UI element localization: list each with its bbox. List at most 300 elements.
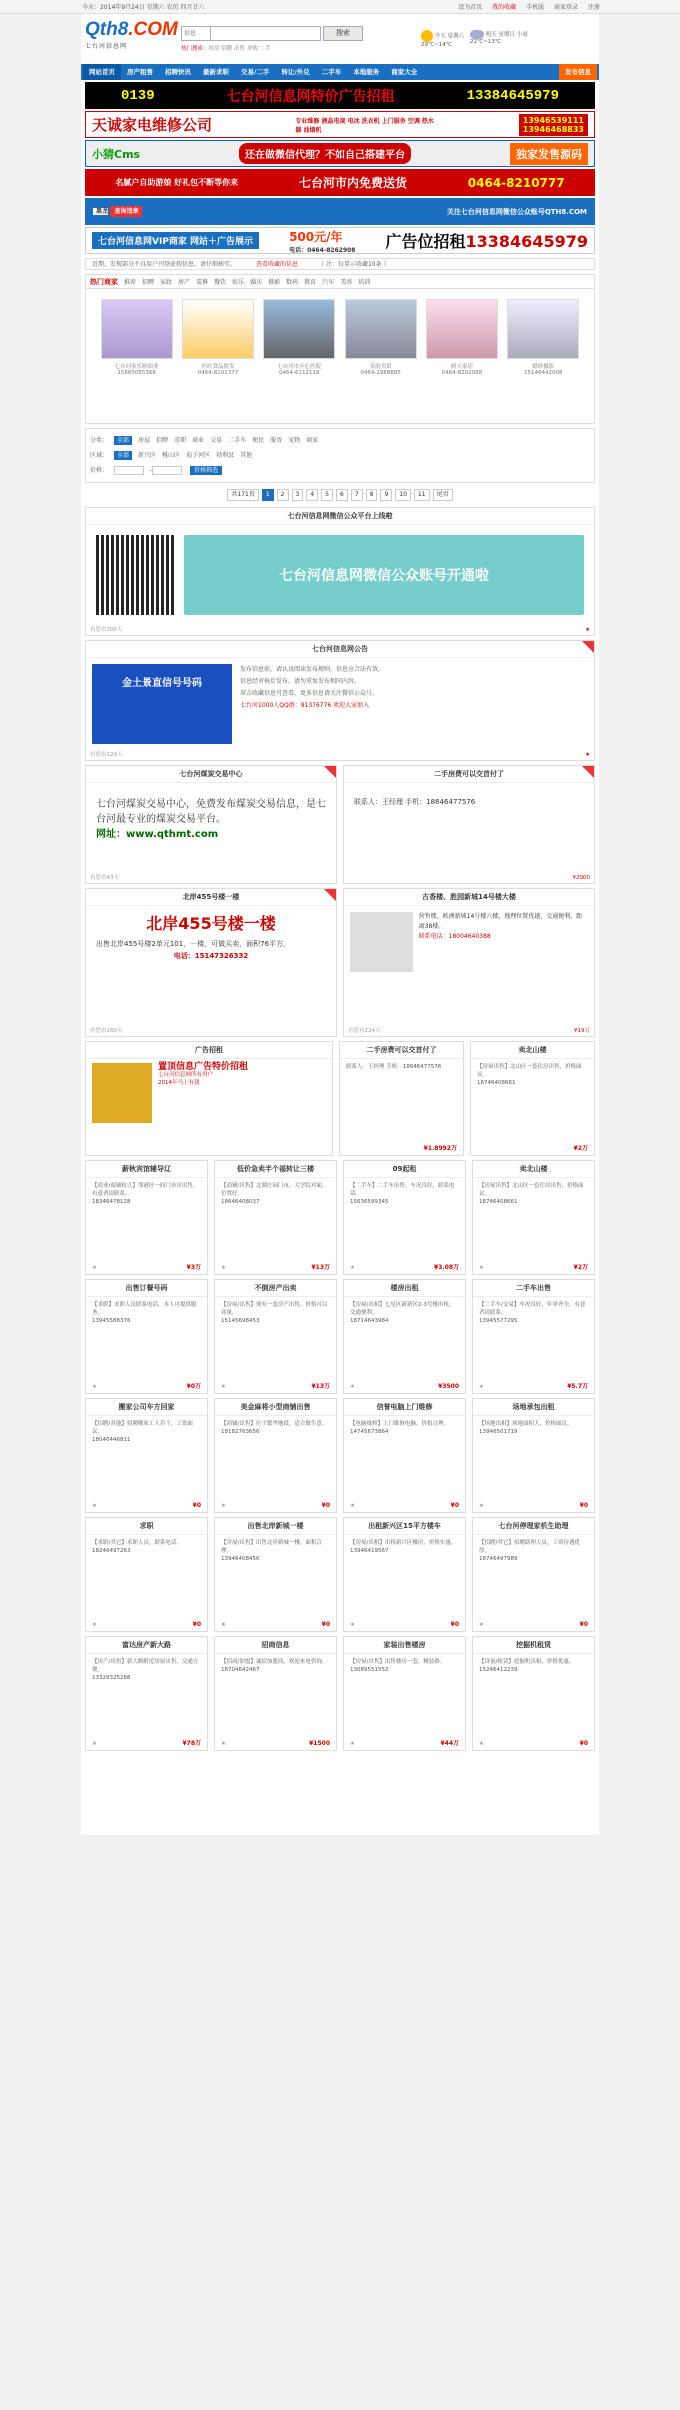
ad3-mid: 还在做微信代理？不如自己搭建平台 — [239, 143, 411, 164]
north-section[interactable] — [85, 888, 337, 1037]
star-icon[interactable]: ★ — [350, 1384, 355, 1390]
card-title: 出租新兴区15平方楼车 — [344, 1518, 465, 1535]
lunar-date: 农历 四月廿六 — [166, 4, 205, 11]
hot-search-terms[interactable]: 租房 招聘 出售 求购 二手 — [208, 46, 271, 52]
page-link[interactable]: 4 — [306, 489, 318, 501]
filter-area[interactable]: 茄子河区 — [186, 452, 211, 459]
corner-badge-icon — [582, 641, 594, 653]
filter-category[interactable]: 商家 — [306, 437, 319, 444]
hot-tab[interactable]: 教育 — [304, 279, 317, 286]
page-bottom — [81, 1755, 599, 1835]
ancient-price: ¥19万 — [574, 1028, 590, 1034]
card-price: ¥1500 — [309, 1740, 330, 1747]
card-phone: 18246497263 — [92, 1548, 131, 1554]
card-phone: 18746497989 — [479, 1556, 518, 1562]
merchant-name: 晴天家居 — [450, 364, 473, 370]
ancient-text: 营售楼、欧洲新城14号楼六楼、地理位置优越、交通便利，距离38楼。 — [418, 913, 583, 930]
card-text: 【招商/加盟】诚招加盟商，欢迎来电咨询。 — [221, 1659, 328, 1665]
card-title: 09起租 — [344, 1161, 465, 1178]
page-link[interactable]: 7 — [351, 489, 363, 501]
search-button[interactable]: 搜索 — [323, 26, 363, 41]
notice-tip: （ 注：仅显示收藏10条 ） — [318, 261, 390, 268]
coal-foot: 看您看43天 — [90, 875, 119, 881]
ad4-left: 名腻户自助游娘 好礼包不断等你来 — [115, 178, 239, 187]
listing-card[interactable] — [85, 1398, 208, 1513]
listing-card[interactable] — [472, 1517, 595, 1632]
card-phone: 13329325288 — [92, 1675, 131, 1681]
search-area — [181, 26, 401, 52]
card-phone: 14745673864 — [350, 1429, 389, 1435]
filter-category[interactable]: 招聘 — [156, 437, 169, 444]
merchant-name: 婚纱摄影 — [532, 364, 555, 370]
filter-category[interactable]: 求职 — [174, 437, 187, 444]
listing-card[interactable] — [472, 1160, 595, 1275]
page-link[interactable]: 2 — [277, 489, 289, 501]
filter-area[interactable]: 其他 — [240, 452, 253, 459]
nav-transfer[interactable]: 转让/外兑 — [281, 68, 310, 76]
star-icon[interactable]: ★ — [350, 1503, 355, 1509]
site-logo[interactable] — [85, 19, 178, 59]
today-date: 今天：2014年9月24日 星期六 — [82, 4, 165, 11]
card-title: 二手车出售 — [473, 1280, 594, 1297]
card-title: 美金麻将小型商铺出售 — [215, 1399, 336, 1416]
north-foot: 看您看160天 — [90, 1028, 123, 1034]
card-text: 【商业/商铺转让】邻港区一间门市房出售，有意者请联系。 — [92, 1183, 199, 1197]
filter-panel: 分类： 全部 房屋 招聘 求职 商业 交易 二手车 便民 服务 宠物 商家 区域： 全部 新兴区 桃山区 茄子河区 勃利县 其他 价格： - 价格筛选 — [85, 428, 595, 483]
merchant-name: 金雨宾馆 — [369, 364, 392, 370]
hot-tab[interactable]: 培训 — [358, 279, 371, 286]
ad6-phone: 电话：0464-8262908 — [289, 246, 356, 254]
coal-title: 七台河煤炭交易中心 — [86, 766, 336, 783]
card-text: 【求职/其它】求职人员，联系电话。 — [92, 1540, 182, 1546]
top-bar — [0, 0, 680, 14]
ad2-title: 天诚家电维修公司 — [92, 116, 213, 134]
star-icon[interactable]: ★ — [221, 1265, 226, 1271]
card-phone: 15145698453 — [221, 1318, 260, 1324]
hot-search-label: 热门搜索： — [181, 46, 209, 52]
adzu-section[interactable] — [85, 1041, 333, 1156]
merchant-card[interactable] — [426, 299, 498, 376]
card-phone: 13946501719 — [479, 1429, 518, 1435]
house-image — [350, 912, 413, 972]
listing-card[interactable] — [343, 1398, 466, 1513]
star-icon[interactable]: ★ — [479, 1741, 484, 1747]
hot-tab[interactable]: 房产 — [178, 279, 191, 286]
recruit-text: 联系人：王经理 手机：18646477576 — [354, 798, 476, 806]
card-title: 家装出售楼房 — [344, 1637, 465, 1654]
merchant-phone: 0464-8202088 — [441, 370, 483, 376]
weixin-section[interactable] — [85, 507, 595, 636]
gonggao-title: 七台河信息网公告 — [86, 641, 594, 658]
ad2-phone1: 13946539111 — [522, 115, 584, 125]
page-link[interactable]: 5 — [321, 489, 333, 501]
card-title: 出售订餐号码 — [86, 1280, 207, 1297]
nav-trade[interactable]: 交易/二手 — [241, 68, 270, 76]
nav-cars[interactable]: 二手车 — [321, 68, 342, 76]
card-phone: 18646408037 — [221, 1199, 260, 1205]
favorites-view-link[interactable]: 查看收藏的信息 — [256, 261, 299, 268]
adzu-sub: 七台河信息网所有用户 — [158, 1072, 214, 1078]
listing-card[interactable] — [343, 1160, 466, 1275]
ad6-right: 广告位招租 — [385, 232, 466, 251]
ancient-section[interactable] — [343, 888, 595, 1037]
card-text: 【房产/出售】新大路附近房屋出售，交通方便。 — [92, 1659, 199, 1673]
card-price: ¥0 — [579, 1502, 588, 1509]
star-icon[interactable]: ★ — [92, 1622, 97, 1628]
hot-tab[interactable]: 摄影 — [268, 279, 281, 286]
nav-seek[interactable]: 最新求职 — [203, 68, 229, 76]
card-title: 楼房出租 — [344, 1280, 465, 1297]
nav-jobs[interactable]: 招聘快讯 — [165, 68, 191, 76]
filter-category[interactable]: 房屋 — [138, 437, 151, 444]
ad3-right: 独家发售源码 — [510, 143, 588, 165]
star-icon[interactable]: ★ — [221, 1384, 226, 1390]
filter-area[interactable]: 桃山区 — [162, 452, 181, 459]
page-link[interactable]: 9 — [380, 489, 392, 501]
card-text: 【电脑维修】上门维修电脑，价格合理。 — [350, 1421, 450, 1427]
card-title: 低价急卖半个福转让三楼 — [215, 1161, 336, 1178]
gonggao-foot: 看您看129天 — [90, 752, 123, 758]
card-text: 【设备/租赁】挖掘机出租，价格优惠。 — [479, 1659, 575, 1665]
nav-merchants[interactable]: 商家大全 — [391, 68, 418, 76]
page-total: 共171页 — [227, 489, 258, 501]
star-icon[interactable]: ★ — [92, 1384, 97, 1390]
card-price: ¥44万 — [440, 1740, 459, 1747]
site-header — [81, 14, 599, 64]
listing-card[interactable] — [214, 1279, 337, 1394]
used-section[interactable] — [339, 1041, 464, 1156]
card-phone: 13946419567 — [350, 1548, 389, 1554]
set-homepage-link[interactable]: 设为首页 — [458, 4, 483, 11]
merchant-card[interactable] — [507, 299, 579, 376]
search-type-select[interactable]: 信息 — [181, 26, 211, 41]
register-link[interactable]: 注册 — [587, 4, 600, 11]
card-phone: 18182763656 — [221, 1429, 260, 1435]
listing-card[interactable] — [472, 1398, 595, 1513]
weather-today-temp: 29℃~14℃ — [421, 42, 452, 48]
merchant-phone: 0464-6112118 — [279, 370, 320, 376]
hot-title: 热门商家 — [90, 277, 118, 286]
filter-category-label: 分类： — [90, 437, 109, 444]
card-price: ¥13万 — [311, 1264, 330, 1271]
recruit-section[interactable] — [343, 765, 595, 884]
star-icon[interactable]: ★ — [221, 1741, 226, 1747]
ad4-mid: 七台河市内免费送货 — [298, 176, 407, 190]
merchant-image — [101, 299, 173, 359]
used-price: ¥1.8992万 — [423, 1145, 457, 1152]
ad-banner-6[interactable] — [85, 227, 595, 254]
hot-tab[interactable]: 餐饮 — [214, 279, 227, 286]
card-text: 【二手车】二手车出售，车况良好，联系电话。 — [350, 1183, 455, 1197]
search-input[interactable] — [211, 26, 321, 41]
merchant-card[interactable] — [263, 299, 335, 376]
hot-tab[interactable]: 美容 — [340, 279, 353, 286]
card-phone: 18746408661 — [477, 1080, 516, 1086]
filter-category[interactable]: 交易 — [210, 437, 223, 444]
card-price: ¥3.08万 — [434, 1264, 459, 1271]
ad-banner-2[interactable] — [85, 111, 595, 138]
ad1-text: 七台河信息网特价广告招租 — [226, 88, 395, 105]
used-text: 联系人：王经理 手机：18646477576 — [346, 1064, 442, 1070]
listing-card[interactable] — [85, 1279, 208, 1394]
price-filter-button[interactable]: 价格筛选 — [190, 466, 222, 475]
page-link[interactable]: 3 — [292, 489, 304, 501]
card-price: ¥0 — [321, 1502, 330, 1509]
listing-card[interactable] — [214, 1636, 337, 1751]
filter-category[interactable]: 二手车 — [228, 437, 247, 444]
weather-tomorrow-cond: 小雨 — [516, 32, 528, 38]
listing-card[interactable] — [214, 1517, 337, 1632]
hot-tab[interactable]: 推荐 — [124, 279, 137, 286]
card-phone: 13089551552 — [350, 1667, 389, 1673]
card-price: ¥0 — [192, 1502, 201, 1509]
listing-card[interactable] — [85, 1160, 208, 1275]
north-head: 北岸455号楼一楼 — [146, 914, 276, 933]
card-phone: 18346478128 — [92, 1199, 131, 1205]
corner-badge-icon — [582, 766, 594, 778]
star-icon[interactable]: ★ — [479, 1384, 484, 1390]
card-price: ¥0 — [579, 1740, 588, 1747]
weather-tomorrow: 明天 星期日 — [485, 32, 515, 38]
card-title: 卖北山楼 — [471, 1042, 594, 1059]
card-phone: 13946408456 — [221, 1556, 260, 1562]
filter-category[interactable]: 服务 — [270, 437, 283, 444]
hot-tab[interactable]: 家政 — [160, 279, 173, 286]
card-title: 七台河停理家机生助理 — [473, 1518, 594, 1535]
merchant-card[interactable] — [101, 299, 173, 376]
card-text: 【房屋/出租】出租新兴区楼房，价格实惠。 — [350, 1540, 457, 1546]
card-text: 【商铺/出售】北湖庄园门市，大学院对面，位置好。 — [221, 1183, 328, 1197]
merchant-phone: 15146442008 — [524, 370, 563, 376]
star-icon[interactable]: ★ — [350, 1622, 355, 1628]
weather-today: 今天 星期六 — [434, 33, 464, 40]
card-phone: 18746408661 — [479, 1199, 518, 1205]
star-icon[interactable]: ★ — [350, 1741, 355, 1747]
page-link[interactable]: 6 — [336, 489, 348, 501]
card-text: 【场地出租】场地面积大，价格面议。 — [479, 1421, 573, 1427]
card-text: 【房屋出售】北山区一套住房出售，价格面议。 — [477, 1064, 582, 1078]
nav-home[interactable]: 网站首页 — [83, 64, 121, 80]
star-icon[interactable]: ★ — [585, 627, 590, 633]
gonggao-line: 七台河1000人QQ群：91376776 欢迎大家加入 — [240, 702, 370, 709]
golden-horse-image — [92, 1063, 152, 1123]
card-title: 卖北山楼 — [473, 1161, 594, 1178]
ad-banner-1[interactable] — [85, 82, 595, 109]
filter-area[interactable]: 新兴区 — [138, 452, 157, 459]
listing-card[interactable] — [214, 1398, 337, 1513]
ad-banner-4[interactable] — [85, 169, 595, 196]
north-text: 出售北岸455号楼2单元101，一楼，可做买卖，面积76平方。 — [96, 940, 291, 948]
listing-card[interactable] — [343, 1636, 466, 1751]
card-price: ¥5.7万 — [567, 1383, 588, 1390]
filter-category[interactable]: 便民 — [252, 437, 265, 444]
north-phone: 电话：15147326332 — [173, 952, 249, 960]
card-price: ¥78万 — [182, 1740, 201, 1747]
merchant-name: 七台河市中心医院 — [277, 364, 322, 370]
hot-tab[interactable]: 娱乐 — [232, 279, 245, 286]
weixin-foot: 看您看205天 — [90, 627, 123, 633]
merchant-image — [507, 299, 579, 359]
merchant-image — [345, 299, 417, 359]
violation-search-input[interactable]: 黑龙 — [93, 208, 108, 215]
filter-category[interactable]: 宠物 — [288, 437, 301, 444]
ancient-foot: 看您看224天 — [348, 1028, 381, 1034]
card-phone: 13945577295 — [479, 1318, 518, 1324]
publish-button[interactable]: 发布信息 — [559, 64, 597, 80]
notice-bar — [85, 258, 595, 270]
gonggao-line: 双击收藏信息可查看，更多信息请关注微信公众号。 — [240, 690, 379, 697]
ad2-services: 专业维修 液晶电视 电冰 洗衣机 上门服务 空调 热水器 油烟机 — [295, 117, 434, 134]
merchant-card[interactable] — [182, 299, 254, 376]
favorites-link[interactable]: 我的收藏 — [492, 4, 517, 11]
logo-main: Qth8 — [85, 19, 129, 40]
gonggao-image: 金土景直信号号码 — [92, 664, 232, 744]
weather-tomorrow-temp: 22℃~13℃ — [470, 39, 501, 45]
price-min-input[interactable] — [114, 466, 144, 475]
card[interactable] — [470, 1041, 595, 1156]
card-title: 招商信息 — [215, 1637, 336, 1654]
star-icon[interactable]: ★ — [479, 1503, 484, 1509]
star-icon[interactable]: ★ — [585, 752, 590, 758]
hot-tab[interactable]: 数码 — [286, 279, 299, 286]
qr-code-image — [96, 535, 174, 615]
card-phone: 18046446811 — [92, 1437, 131, 1443]
coal-section[interactable] — [85, 765, 337, 884]
merchant-phone: 0464-8101377 — [197, 370, 239, 376]
star-icon[interactable]: ★ — [221, 1503, 226, 1509]
card-phone: 18704642467 — [221, 1667, 260, 1673]
listing-card[interactable] — [214, 1160, 337, 1275]
card-price: ¥0 — [450, 1502, 459, 1509]
pagination — [85, 487, 595, 503]
logo-sub: 七台河信息网 — [85, 43, 128, 50]
hot-tab[interactable]: 婚庆 — [250, 279, 263, 286]
listing-card[interactable] — [85, 1636, 208, 1751]
gonggao-line: 发布信息前，请认真阅读发布规则，信息应合法有效。 — [240, 666, 385, 673]
cloud-icon — [470, 30, 484, 39]
merchant-card[interactable] — [345, 299, 417, 376]
ad3-logo: 小猜Cms — [92, 147, 141, 161]
hot-tab[interactable]: 装修 — [196, 279, 209, 286]
filter-category[interactable]: 全部 — [114, 436, 132, 445]
page-link[interactable]: 10 — [395, 489, 411, 501]
listing-card[interactable] — [472, 1279, 595, 1394]
coal-url: 网址：www.qthmt.com — [96, 829, 219, 840]
merchant-login-link[interactable]: 商家登录 — [554, 4, 579, 11]
card-title: 搬家公司车方回家 — [86, 1399, 207, 1416]
card-price: ¥0 — [450, 1621, 459, 1628]
filter-category[interactable]: 商业 — [192, 437, 205, 444]
nav-service[interactable]: 本地服务 — [353, 68, 380, 76]
ancient-phone: 联系电话：18004640388 — [418, 933, 491, 940]
page-link[interactable]: 11 — [414, 489, 430, 501]
card-price: ¥3500 — [438, 1383, 459, 1390]
ad-banner-3[interactable] — [85, 140, 595, 167]
merchant-image — [263, 299, 335, 359]
card-phone: 18714643984 — [350, 1318, 389, 1324]
hot-merchants — [85, 274, 595, 424]
listing-card[interactable] — [85, 1517, 208, 1632]
card-title: 信誉电脑上门维修 — [344, 1399, 465, 1416]
card-text: 【房屋/出租】七星区新新区2-3号楼出租，交通便利。 — [350, 1302, 455, 1316]
star-icon[interactable]: ★ — [92, 1503, 97, 1509]
ad6-left: 七台河信息网VIP商家 网站＋广告展示 — [92, 232, 259, 249]
recruit-title: 二手房费可以交首付了 — [344, 766, 594, 783]
main-nav — [81, 64, 599, 80]
filter-area[interactable]: 勃利县 — [216, 452, 235, 459]
card-text: 【招聘/其他】招聘搬家工人若干，工资面议。 — [92, 1421, 193, 1435]
listing-card[interactable] — [343, 1517, 466, 1632]
ad1-num: 0139 — [120, 87, 155, 104]
page-link[interactable]: 8 — [366, 489, 378, 501]
merchant-image — [426, 299, 498, 359]
merchant-name: 七台河家乐鲜面业 — [114, 364, 159, 370]
star-icon[interactable]: ★ — [92, 1265, 97, 1271]
ad1-phone: 13384645979 — [466, 87, 559, 104]
merchant-image — [182, 299, 254, 359]
card-price: ¥0 — [321, 1621, 330, 1628]
page-last[interactable]: 尾页 — [433, 489, 453, 501]
page-wrapper — [81, 14, 599, 1835]
card-title: 挖掘机租赁 — [473, 1637, 594, 1654]
card-text: 【房屋/出售】现有一套房产出售，价格可以商量。 — [221, 1302, 328, 1316]
star-icon[interactable]: ★ — [479, 1622, 484, 1628]
listing-card[interactable] — [472, 1636, 595, 1751]
card-price: ¥13万 — [311, 1383, 330, 1390]
card-text: 【房屋出售】北山区一套住房出售，价格面议。 — [479, 1183, 584, 1197]
hot-tab[interactable]: 汽车 — [322, 279, 335, 286]
card-text: 【求职】求职人员联系电话，本人可提供服务。 — [92, 1302, 197, 1316]
card-title: 出售北岸新城一楼 — [215, 1518, 336, 1535]
filter-price-label: 价格： — [90, 467, 109, 474]
card-title: 求职 — [86, 1518, 207, 1535]
notice-text: 近期，发现部分不良用户刊登虚假信息，请仔细核实。 — [92, 261, 237, 268]
coal-text: 七台河煤炭交易中心，免费发布煤炭交易信息，是七台河最专业的煤炭交易平台。 — [96, 799, 326, 825]
adzu-title: 广告招租 — [86, 1042, 332, 1059]
page-link[interactable]: 1 — [262, 489, 274, 501]
notice-section[interactable] — [85, 640, 595, 761]
ancient-title: 古香楼、胜园新城14号楼大楼 — [344, 889, 594, 906]
card-price: ¥0 — [192, 1621, 201, 1628]
mobile-link[interactable]: 手机版 — [526, 4, 545, 11]
adzu-year: 2014年马上有钱 — [158, 1080, 200, 1086]
star-icon[interactable]: ★ — [479, 1265, 484, 1271]
hot-tab[interactable]: 招聘 — [142, 279, 155, 286]
north-title: 北岸455号楼一楼 — [86, 889, 336, 906]
card-price: ¥3万 — [186, 1264, 201, 1271]
star-icon[interactable]: ★ — [221, 1622, 226, 1628]
ad6-mid: 500元/年 — [289, 229, 343, 244]
card-text: 【招聘/其它】招聘助理人员，工资待遇优厚。 — [479, 1540, 580, 1554]
violation-search-button[interactable]: 查询违章 — [110, 206, 142, 217]
star-icon[interactable]: ★ — [92, 1741, 97, 1747]
listing-card[interactable] — [343, 1279, 466, 1394]
weixin-banner: 七台河信息网微信公众账号开通啦 — [184, 535, 584, 615]
card-price: ¥0 — [579, 1621, 588, 1628]
card-phone: 13945588376 — [92, 1318, 131, 1324]
corner-badge-icon — [324, 766, 336, 778]
card-text: 【房屋/出售】出售北岸新城一楼，面积合理。 — [221, 1540, 322, 1554]
star-icon[interactable]: ★ — [350, 1265, 355, 1271]
ad4-phone: 0464-8210777 — [467, 175, 565, 190]
ad-banner-5 — [85, 198, 595, 225]
ad6-num: 13384645979 — [465, 232, 588, 251]
card-price: ¥2万 — [573, 1145, 588, 1152]
ad2-phone2: 13946468833 — [522, 124, 584, 134]
filter-area[interactable]: 全部 — [114, 451, 132, 460]
price-max-input[interactable] — [152, 466, 182, 475]
nav-house[interactable]: 房产租售 — [127, 68, 153, 76]
